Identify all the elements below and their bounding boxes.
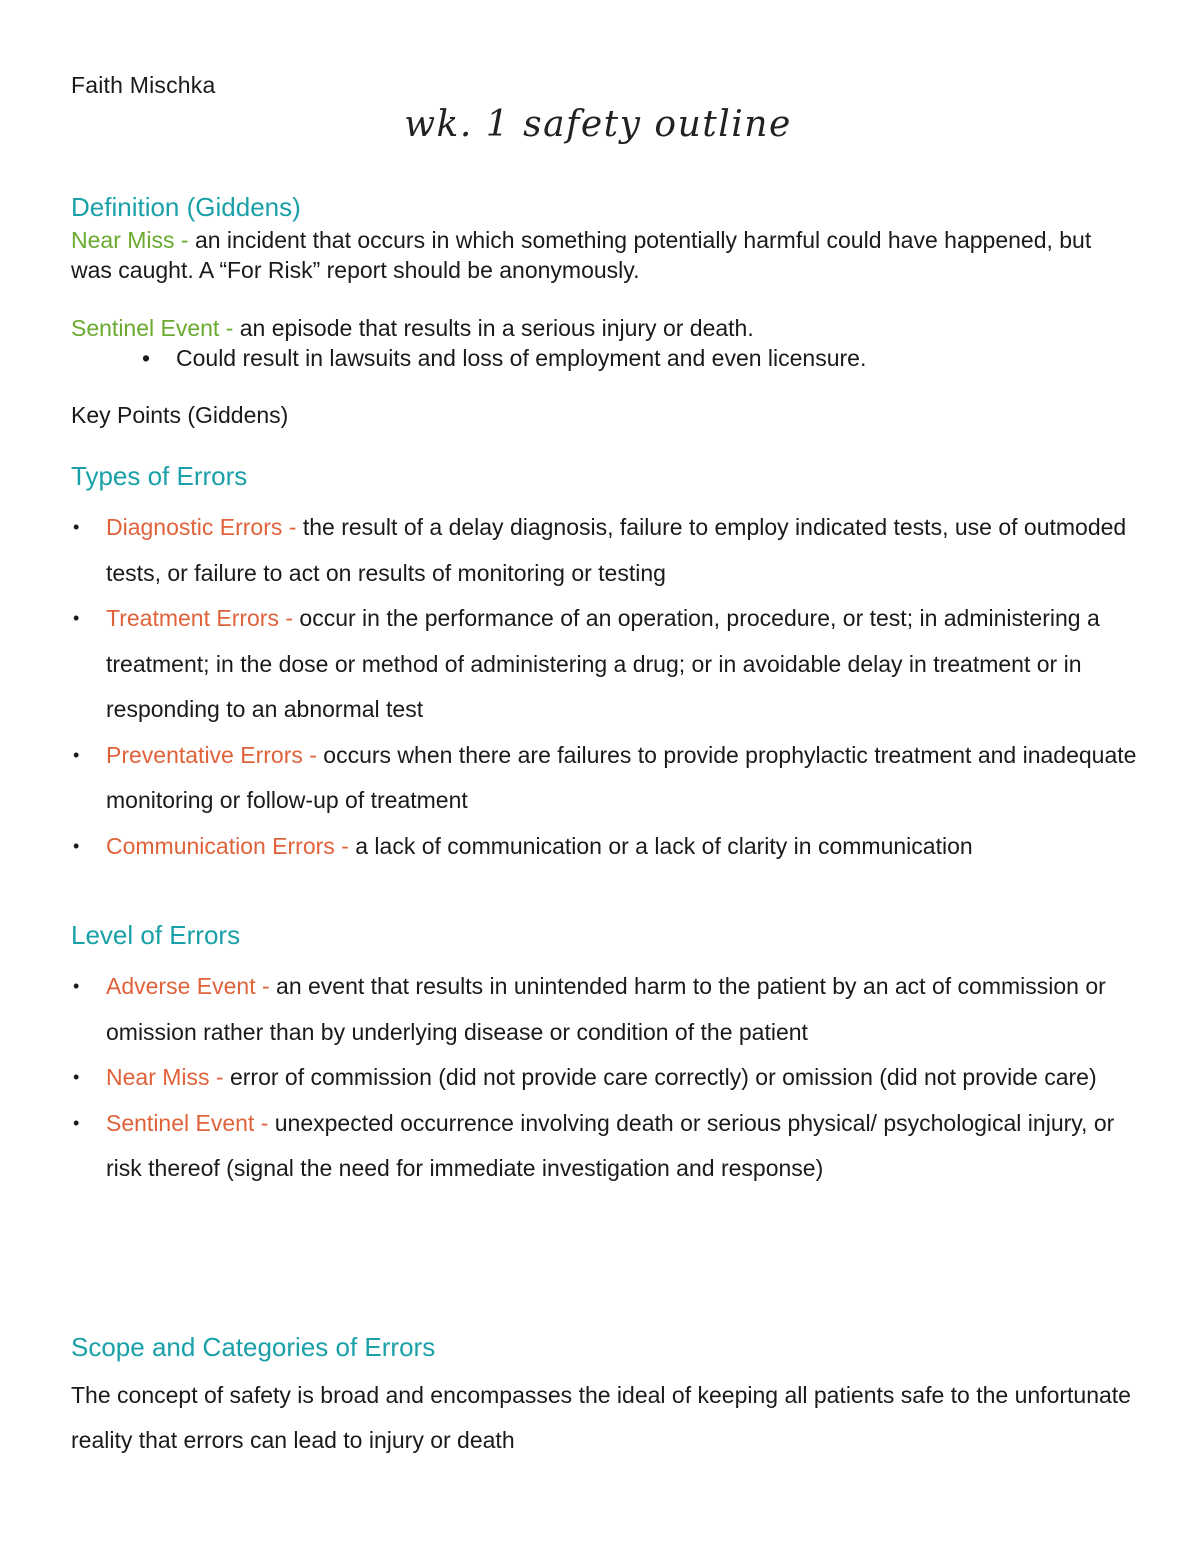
error-term: Communication Errors -: [106, 832, 349, 859]
error-text: a lack of communication or a lack of clarity in communication: [348, 832, 973, 859]
error-term: Near Miss -: [106, 1064, 224, 1090]
sentinel-sub-bullet-text: Could result in lawsuits and loss of employment and even licensure.: [176, 345, 867, 371]
list-item: [71, 1055, 1141, 1101]
list-item: [71, 964, 1141, 1055]
error-term: Adverse Event -: [106, 973, 270, 999]
bullet-icon: •: [142, 345, 151, 371]
level-of-errors-heading: Level of Errors: [71, 920, 241, 950]
bullet-icon: •: [73, 1067, 80, 1087]
bullet-icon: •: [73, 976, 80, 996]
error-term: Preventative Errors -: [106, 741, 317, 768]
near-miss-text: an incident that occurs in which something potentially harmful could have happened, but was caught. A “For Risk” report should be anonymously.: [71, 227, 1092, 283]
near-miss-term: Near Miss -: [71, 227, 189, 253]
list-item: [71, 505, 1141, 596]
sentinel-sub-bullet: [142, 343, 867, 373]
error-text: the result of a delay diagnosis, failure to employ indicated tests, use of outmoded tests, or failure to act on results of monitoring or testing: [106, 514, 1127, 586]
error-term: Diagnostic Errors -: [106, 514, 297, 540]
error-term: Sentinel Event -: [106, 1109, 269, 1136]
error-text: occur in the performance of an operation, procedure, or test; in administering a treatment; in the dose or method of administering a drug; or in avoidable delay in treatment or in responding to an abnormal test: [106, 605, 1100, 722]
scope-paragraph: The concept of safety is broad and encompasses the ideal of keeping all patients safe to the unfortunate reality that errors can lead to injury or death: [71, 1382, 1131, 1453]
page-title-text: wk. 1 safety outline: [404, 104, 792, 145]
level-of-errors-list: [71, 964, 1141, 1192]
bullet-icon: •: [73, 1112, 80, 1133]
types-of-errors-heading: Types of Errors: [71, 461, 248, 491]
page-title: [0, 104, 1200, 145]
types-of-errors-list: [71, 505, 1141, 869]
list-item: [71, 733, 1141, 824]
key-points-label: Key Points (Giddens): [71, 402, 289, 428]
sentinel-event-term: Sentinel Event -: [71, 315, 234, 341]
sentinel-event-text: an episode that results in a serious injury or death.: [233, 315, 754, 341]
bullet-icon: •: [73, 835, 80, 856]
list-item: [71, 824, 1141, 870]
error-text: occurs when there are failures to provide prophylactic treatment and inadequate monitoring or follow-up of treatment: [106, 741, 1137, 813]
scope-heading: Scope and Categories of Errors: [71, 1332, 436, 1362]
error-term: Treatment Errors -: [106, 605, 294, 631]
error-text: unexpected occurrence involving death or serious physical/ psychological injury, or risk thereof (signal the need for immediate investigation and response): [106, 1109, 1115, 1181]
error-text: error of commission (did not provide care correctly) or omission (did not provide care): [223, 1064, 1097, 1090]
list-item: [71, 596, 1141, 733]
definition-heading: Definition (Giddens): [71, 192, 301, 222]
error-text: an event that results in unintended harm to the patient by an act of commission or omission rather than by underlying disease or condition of the patient: [106, 973, 1106, 1045]
sentinel-event-definition: [71, 313, 1131, 343]
list-item: [71, 1101, 1141, 1192]
bullet-icon: •: [73, 744, 80, 765]
bullet-icon: •: [73, 517, 80, 537]
bullet-icon: •: [73, 608, 80, 628]
author-name: Faith Mischka: [71, 72, 216, 98]
near-miss-definition: [71, 225, 1131, 285]
